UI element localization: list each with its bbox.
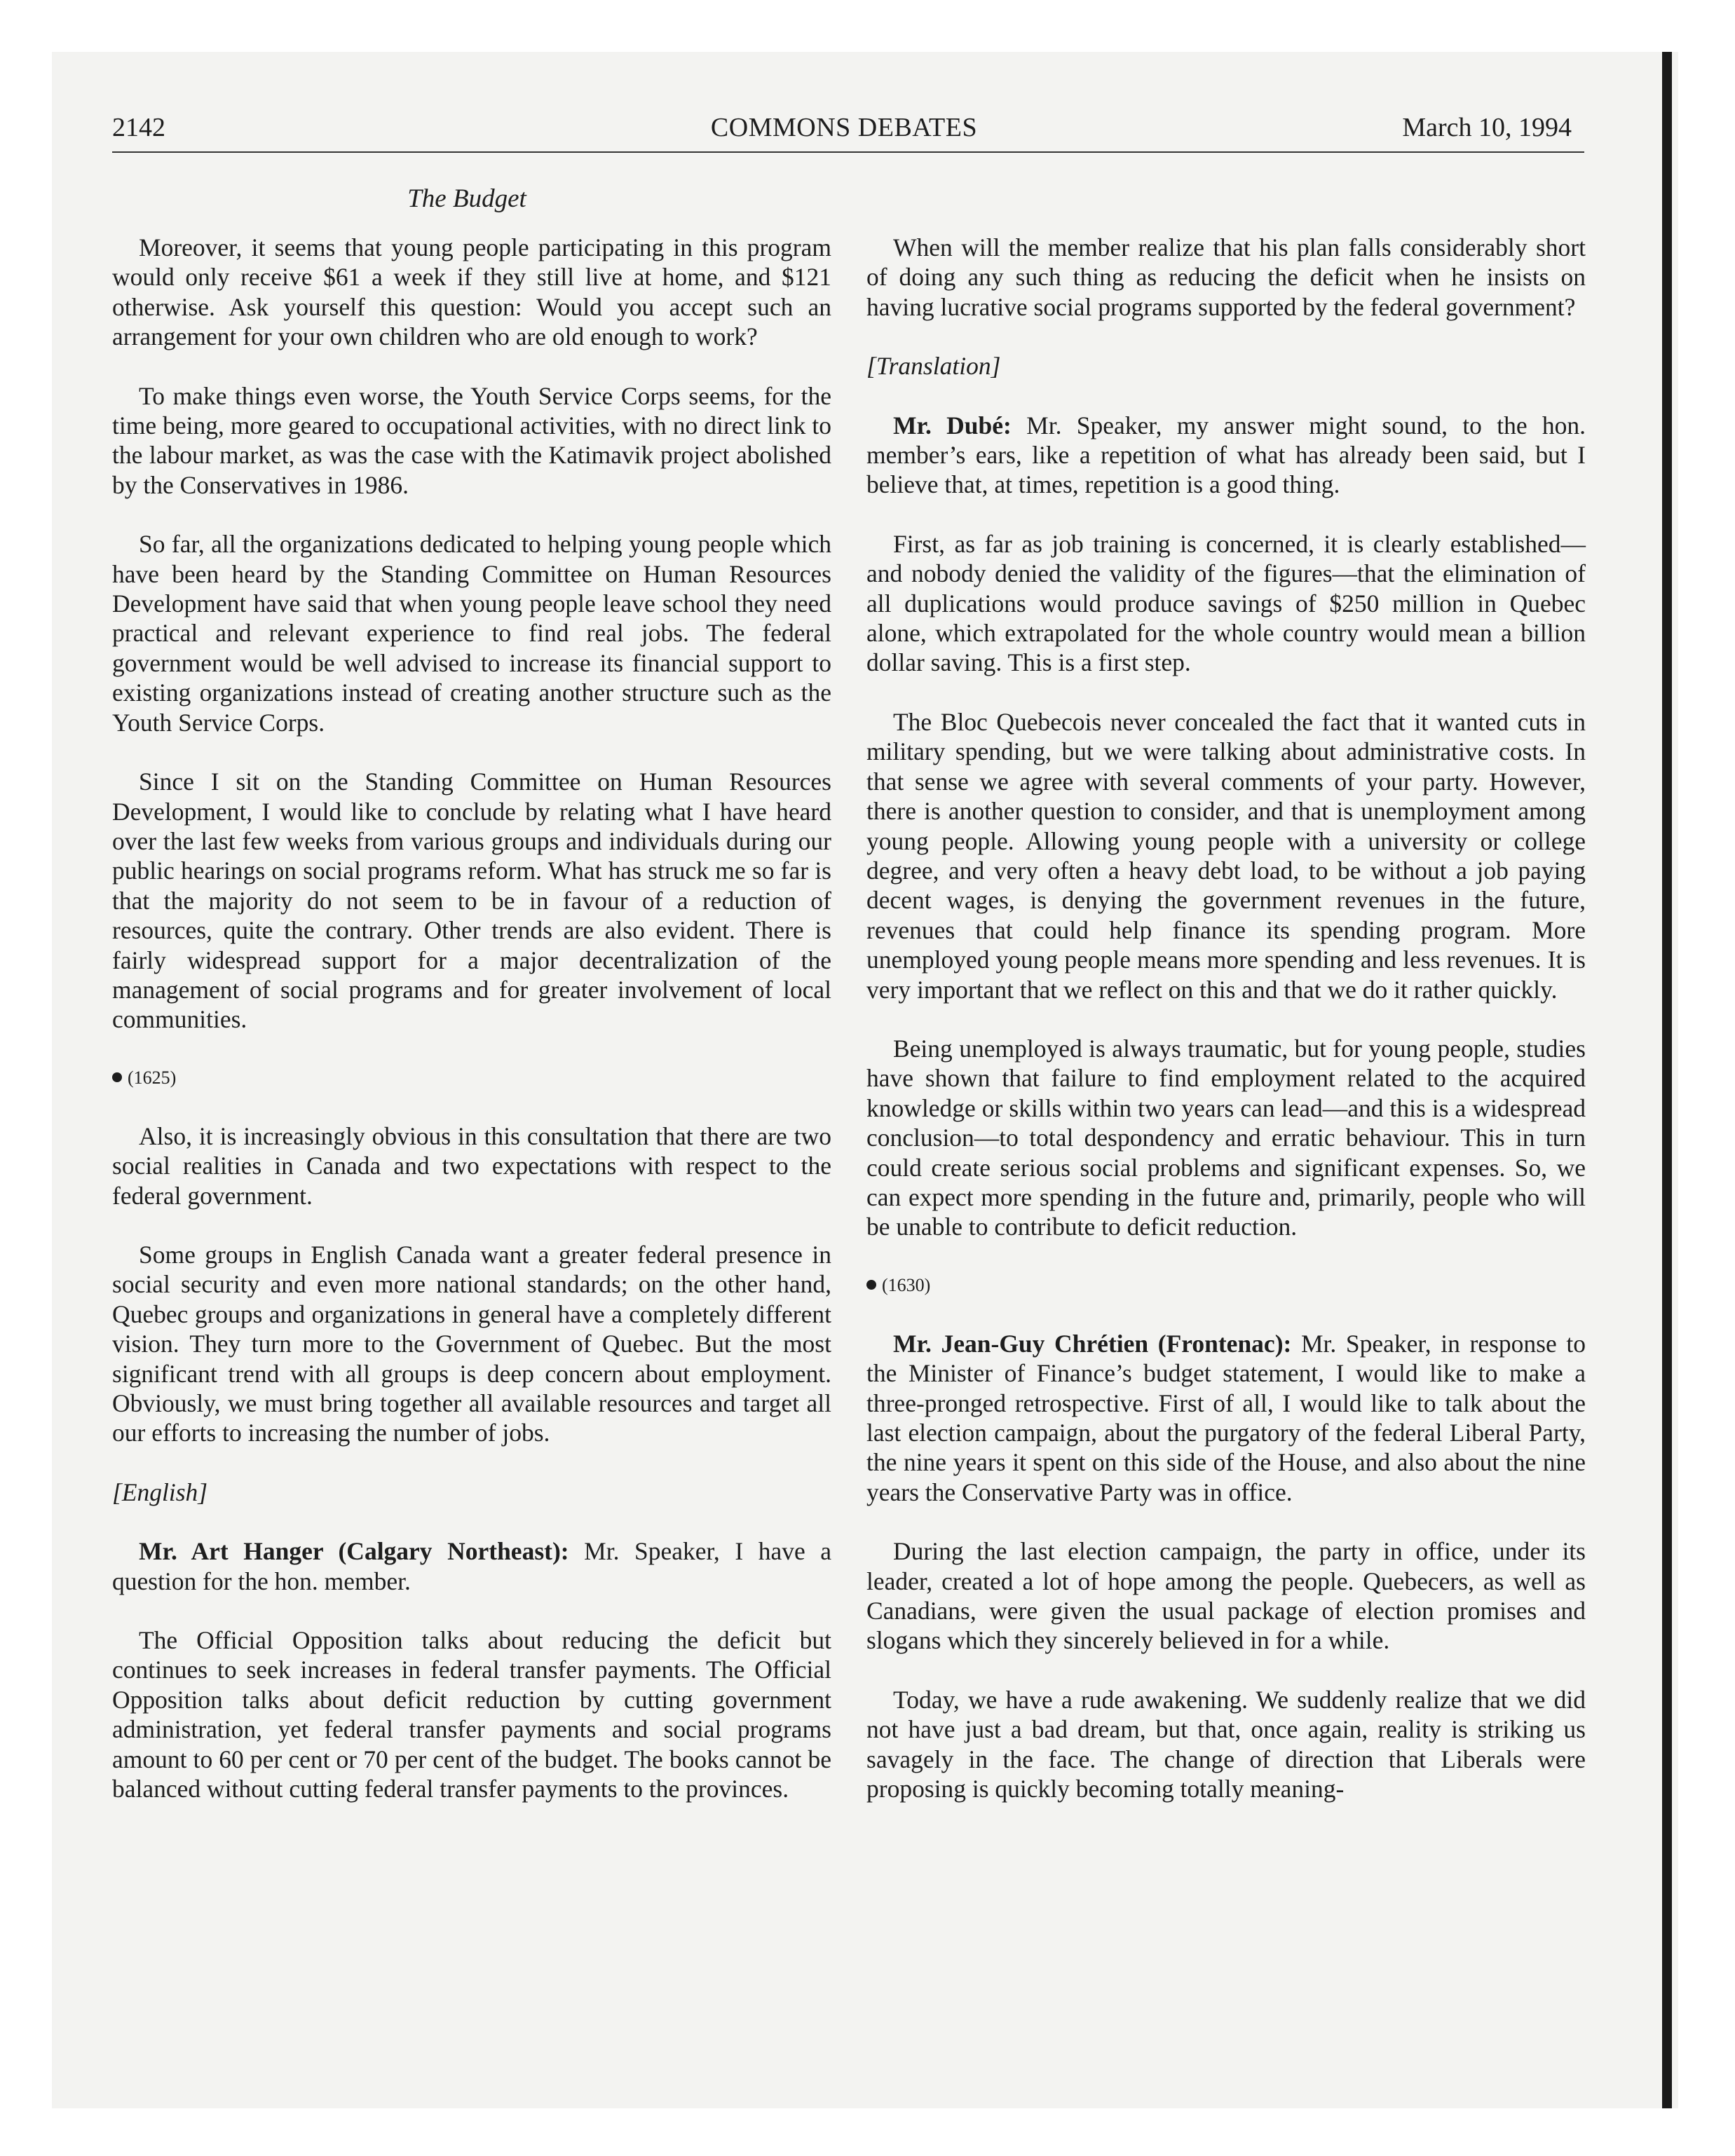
speech-paragraph (112, 1536, 831, 1596)
paragraph: The Bloc Quebecois never concealed the fact that it wanted cuts in military spending, but we were talking about administrative costs. In that sense we agree with several comments of your party. However, there is another question to consider, and that is unemployment among young people. Allowing young people with a university or college degree, and very often a heavy debt load, to be without a job paying decent wages, is denying the government revenues in the future, revenues that could help finance its spending program. More unemployed young people means more spending and less revenues. It is very important that we reflect on this and that we do it rather quickly. (866, 707, 1586, 1004)
page-number: 2142 (112, 113, 165, 142)
speech-text: Mr. Speaker, my answer might sound, to the hon. member’s ears, like a repetition of what has already been said, but I believe that, at times, repetition is a good thing. (866, 411, 1586, 499)
paragraph: Also, it is increasingly obvious in this consultation that there are two social realities in Canada and two expectations with respect to the federal government. (112, 1121, 831, 1210)
time-marker-text: (1630) (882, 1274, 931, 1295)
paragraph: To make things even worse, the Youth Service Corps seems, for the time being, more geared to occupational activities, with no direct link to the labour market, as was the case with the Katimavik project abolished by the Conservatives in 1986. (112, 381, 831, 499)
speech-text: Mr. Speaker, in response to the Minister of Finance’s budget statement, I would like to make a three-pronged retrospective. First of all, I would like to talk about the last election campaign, about the purgatory of the federal Liberal Party, the nine years it spent on this side of the House, and also about the nine years the Conservative Party was in office. (866, 1329, 1586, 1506)
paragraph: Moreover, it seems that young people participating in this program would only receive $61 a week if they still live at home, and $121 otherwise. Ask yourself this question: Would you accept such an arrangement for your own children who are old enough to work? (112, 233, 831, 351)
language-note (112, 1478, 831, 1507)
speech-text: Mr. Speaker, I have a question for the hon. member. (112, 1537, 831, 1595)
bullet-icon (866, 1280, 876, 1290)
paragraph: The Official Opposition talks about reducing the deficit but continues to seek increases in federal transfer payments. The Official Opposition talks about deficit reduction by cutting government administration, yet federal transfer payments and social programs amount to 60 per cent or 70 per cent of the budget. The books cannot be balanced without cutting federal transfer payments to the provinces. (112, 1626, 831, 1803)
speaker-name: Mr. Dubé: (893, 411, 1012, 439)
time-marker (112, 1064, 831, 1092)
time-marker (866, 1271, 1586, 1299)
paragraph: During the last election campaign, the party in office, under its leader, created a lot of hope among the people. Quebecers, as well as Canadians, were given the usual package of election promises and slogans which they sincerely believed in for a while. (866, 1537, 1586, 1655)
paragraph: Being unemployed is always traumatic, but for young people, studies have shown that failure to find employment related to the acquired knowledge or skills within two years can lead—and this is a widespread conclusion—to total despondency and erratic behaviour. This in turn could create serious social problems and significant expenses. So, we can expect more spending in the future and, primarily, people who will be unable to contribute to deficit reduction. (866, 1034, 1586, 1241)
speaker-name: Mr. Jean-Guy Chrétien (Frontenac): (893, 1329, 1292, 1358)
section-title: The Budget (407, 184, 526, 213)
paragraph: When will the member realize that his plan falls considerably short of doing any such thing as reducing the deficit when he insists on having lucrative social programs supported by the federal government? (866, 233, 1586, 321)
language-note-text: [Translation] (866, 352, 1001, 381)
paragraph: Today, we have a rude awakening. We suddenly realize that we did not have just a bad dream, but that, once again, reality is striking us savagely in the face. The change of direction that Liberals were proposing is quickly becoming totally meaning- (866, 1685, 1586, 1803)
left-column (112, 233, 831, 1833)
speech-paragraph (866, 1329, 1586, 1507)
page-header (112, 112, 1576, 151)
page-date: March 10, 1994 (1402, 113, 1572, 142)
publication-title: COMMONS DEBATES (710, 113, 978, 142)
speaker-name: Mr. Art Hanger (Calgary Northeast): (139, 1537, 569, 1566)
paragraph: First, as far as job training is concerned, it is clearly established—and nobody denied the validity of the figures—that the elimination of all duplications would produce savings of $250 million in Quebec alone, which extrapolated for the whole country would mean a billion dollar saving. This is a first step. (866, 529, 1586, 677)
language-note (866, 351, 1586, 381)
time-marker-text: (1625) (128, 1067, 177, 1088)
language-note-text: [English] (112, 1478, 208, 1506)
scan-edge-bar (1662, 52, 1672, 2108)
paragraph: Some groups in English Canada want a greater federal presence in social security and even more national standards; on the other hand, Quebec groups and organizations in general have a completely different vision. They turn more to the Government of Quebec. But the most significant trend with all groups is deep concern about employment. Obviously, we must bring together all available resources and target all our efforts to increasing the number of jobs. (112, 1240, 831, 1447)
speech-paragraph (866, 411, 1586, 500)
paragraph: So far, all the organizations dedicated to helping young people which have been heard by the Standing Committee on Human Resources Development have said that when young people leave school they need practical and relevant experience to find real jobs. The federal government would be well advised to increase its financial support to existing organizations instead of creating another structure such as the Youth Service Corps. (112, 530, 831, 737)
bullet-icon (112, 1072, 122, 1082)
paragraph: Since I sit on the Standing Committee on Human Resources Development, I would like to conclude by relating what I have heard over the last few weeks from various groups and individuals during our public hearings on social programs reform. What has struck me so far is that the majority do not seem to be in favour of a reduction of resources, quite the contrary. Other trends are also evident. There is fairly widespread support for a major decentralization of the management of social programs and for greater involvement of local communities. (112, 767, 831, 1034)
header-rule (112, 151, 1584, 153)
right-column (866, 233, 1586, 1833)
